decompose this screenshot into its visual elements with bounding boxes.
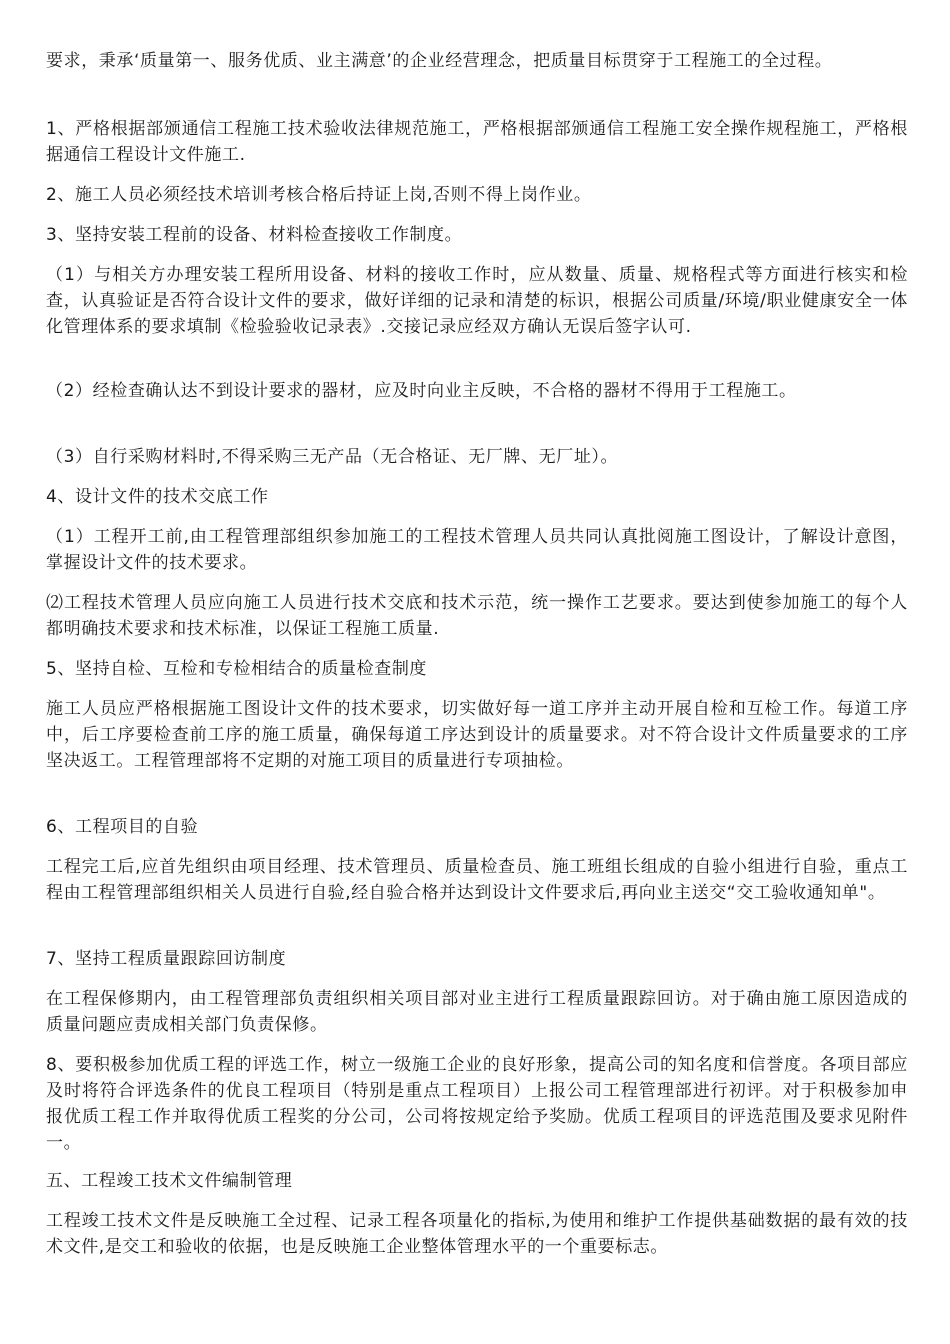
paragraph-item-8: 8、要积极参加优质工程的评选工作，树立一级施工企业的良好形象，提高公司的知名度和信誉度。各项目部应及时将符合评选条件的优良工程项目（特别是重点工程项目）上报公司工程管理部进行初评。对于积极参加申报优质工程工作并取得优质工程奖的分公司，公司将按规定给予奖励。优质工程项目的评选范围及要求见附件一。 — [46, 1055, 908, 1153]
paragraph-item-1: 1、严格根据部颁通信工程施工技术验收法律规范施工，严格根据部颁通信工程施工安全操作规程施工，严格根据通信工程设计文件施工. — [46, 119, 908, 165]
paragraph-item-2: 2、施工人员必须经技术培训考核合格后持证上岗,否则不得上岗作业。 — [46, 185, 592, 205]
paragraph-item-4-2: ⑵工程技术管理人员应向施工人员进行技术交底和技术示范，统一操作工艺要求。要达到使参加施工的每个人都明确技术要求和技术标准，以保证工程施工质量. — [46, 593, 908, 639]
paragraph-item-6-body: 工程完工后,应首先组织由项目经理、技术管理员、质量检查员、施工班组长组成的自验小组进行自验，重点工程由工程管理部组织相关人员进行自验,经自验合格并达到设计文件要求后,再向业主送交“交工验收通知单"。 — [46, 857, 908, 903]
paragraph-item-3-3: （3）自行采购材料时,不得采购三无产品（无合格证、无厂牌、无厂址）。 — [46, 447, 619, 467]
heading-item-7: 7、坚持工程质量跟踪回访制度 — [46, 949, 287, 969]
paragraph-item-4-1: （1）工程开工前,由工程管理部组织参加施工的工程技术管理人员共同认真批阅施工图设计，了解设计意图，掌握设计文件的技术要求。 — [46, 527, 908, 573]
paragraph-item-3-1: （1）与相关方办理安装工程所用设备、材料的接收工作时，应从数量、质量、规格程式等方面进行核实和检查，认真验证是否符合设计文件的要求，做好详细的记录和清楚的标识，根据公司质量/环境/职业健康安全一体化管理体系的要求填制《检验验收记录表》.交接记录应经双方确认无误后签字认可. — [46, 265, 908, 337]
paragraph-intro: 要求，秉承‘质量第一、服务优质、业主满意’的企业经营理念，把质量目标贯穿于工程施工的全过程。 — [46, 51, 833, 71]
paragraph-item-5-body: 施工人员应严格根据施工图设计文件的技术要求，切实做好每一道工序并主动开展自检和互检工作。每道工序中，后工序要检查前工序的施工质量，确保每道工序达到设计的质量要求。对不符合设计文件质量要求的工序坚决返工。工程管理部将不定期的对施工项目的质量进行专项抽检。 — [46, 699, 908, 771]
paragraph-item-3: 3、坚持安装工程前的设备、材料检查接收工作制度。 — [46, 225, 463, 245]
paragraph-section-5-body: 工程竣工技术文件是反映施工全过程、记录工程各项量化的指标,为使用和维护工作提供基础数据的最有效的技术文件,是交工和验收的依据，也是反映施工企业整体管理水平的一个重要标志。 — [46, 1211, 908, 1257]
paragraph-item-7-body: 在工程保修期内，由工程管理部负责组织相关项目部对业主进行工程质量跟踪回访。对于确由施工原因造成的质量问题应责成相关部门负责保修。 — [46, 989, 908, 1035]
heading-item-4: 4、设计文件的技术交底工作 — [46, 487, 269, 507]
heading-item-6: 6、工程项目的自验 — [46, 817, 199, 837]
heading-item-5: 5、坚持自检、互检和专检相结合的质量检查制度 — [46, 659, 428, 679]
paragraph-item-3-2: （2）经检查确认达不到设计要求的器材，应及时向业主反映，不合格的器材不得用于工程施工。 — [46, 381, 797, 401]
heading-section-5: 五、工程竣工技术文件编制管理 — [46, 1171, 293, 1191]
